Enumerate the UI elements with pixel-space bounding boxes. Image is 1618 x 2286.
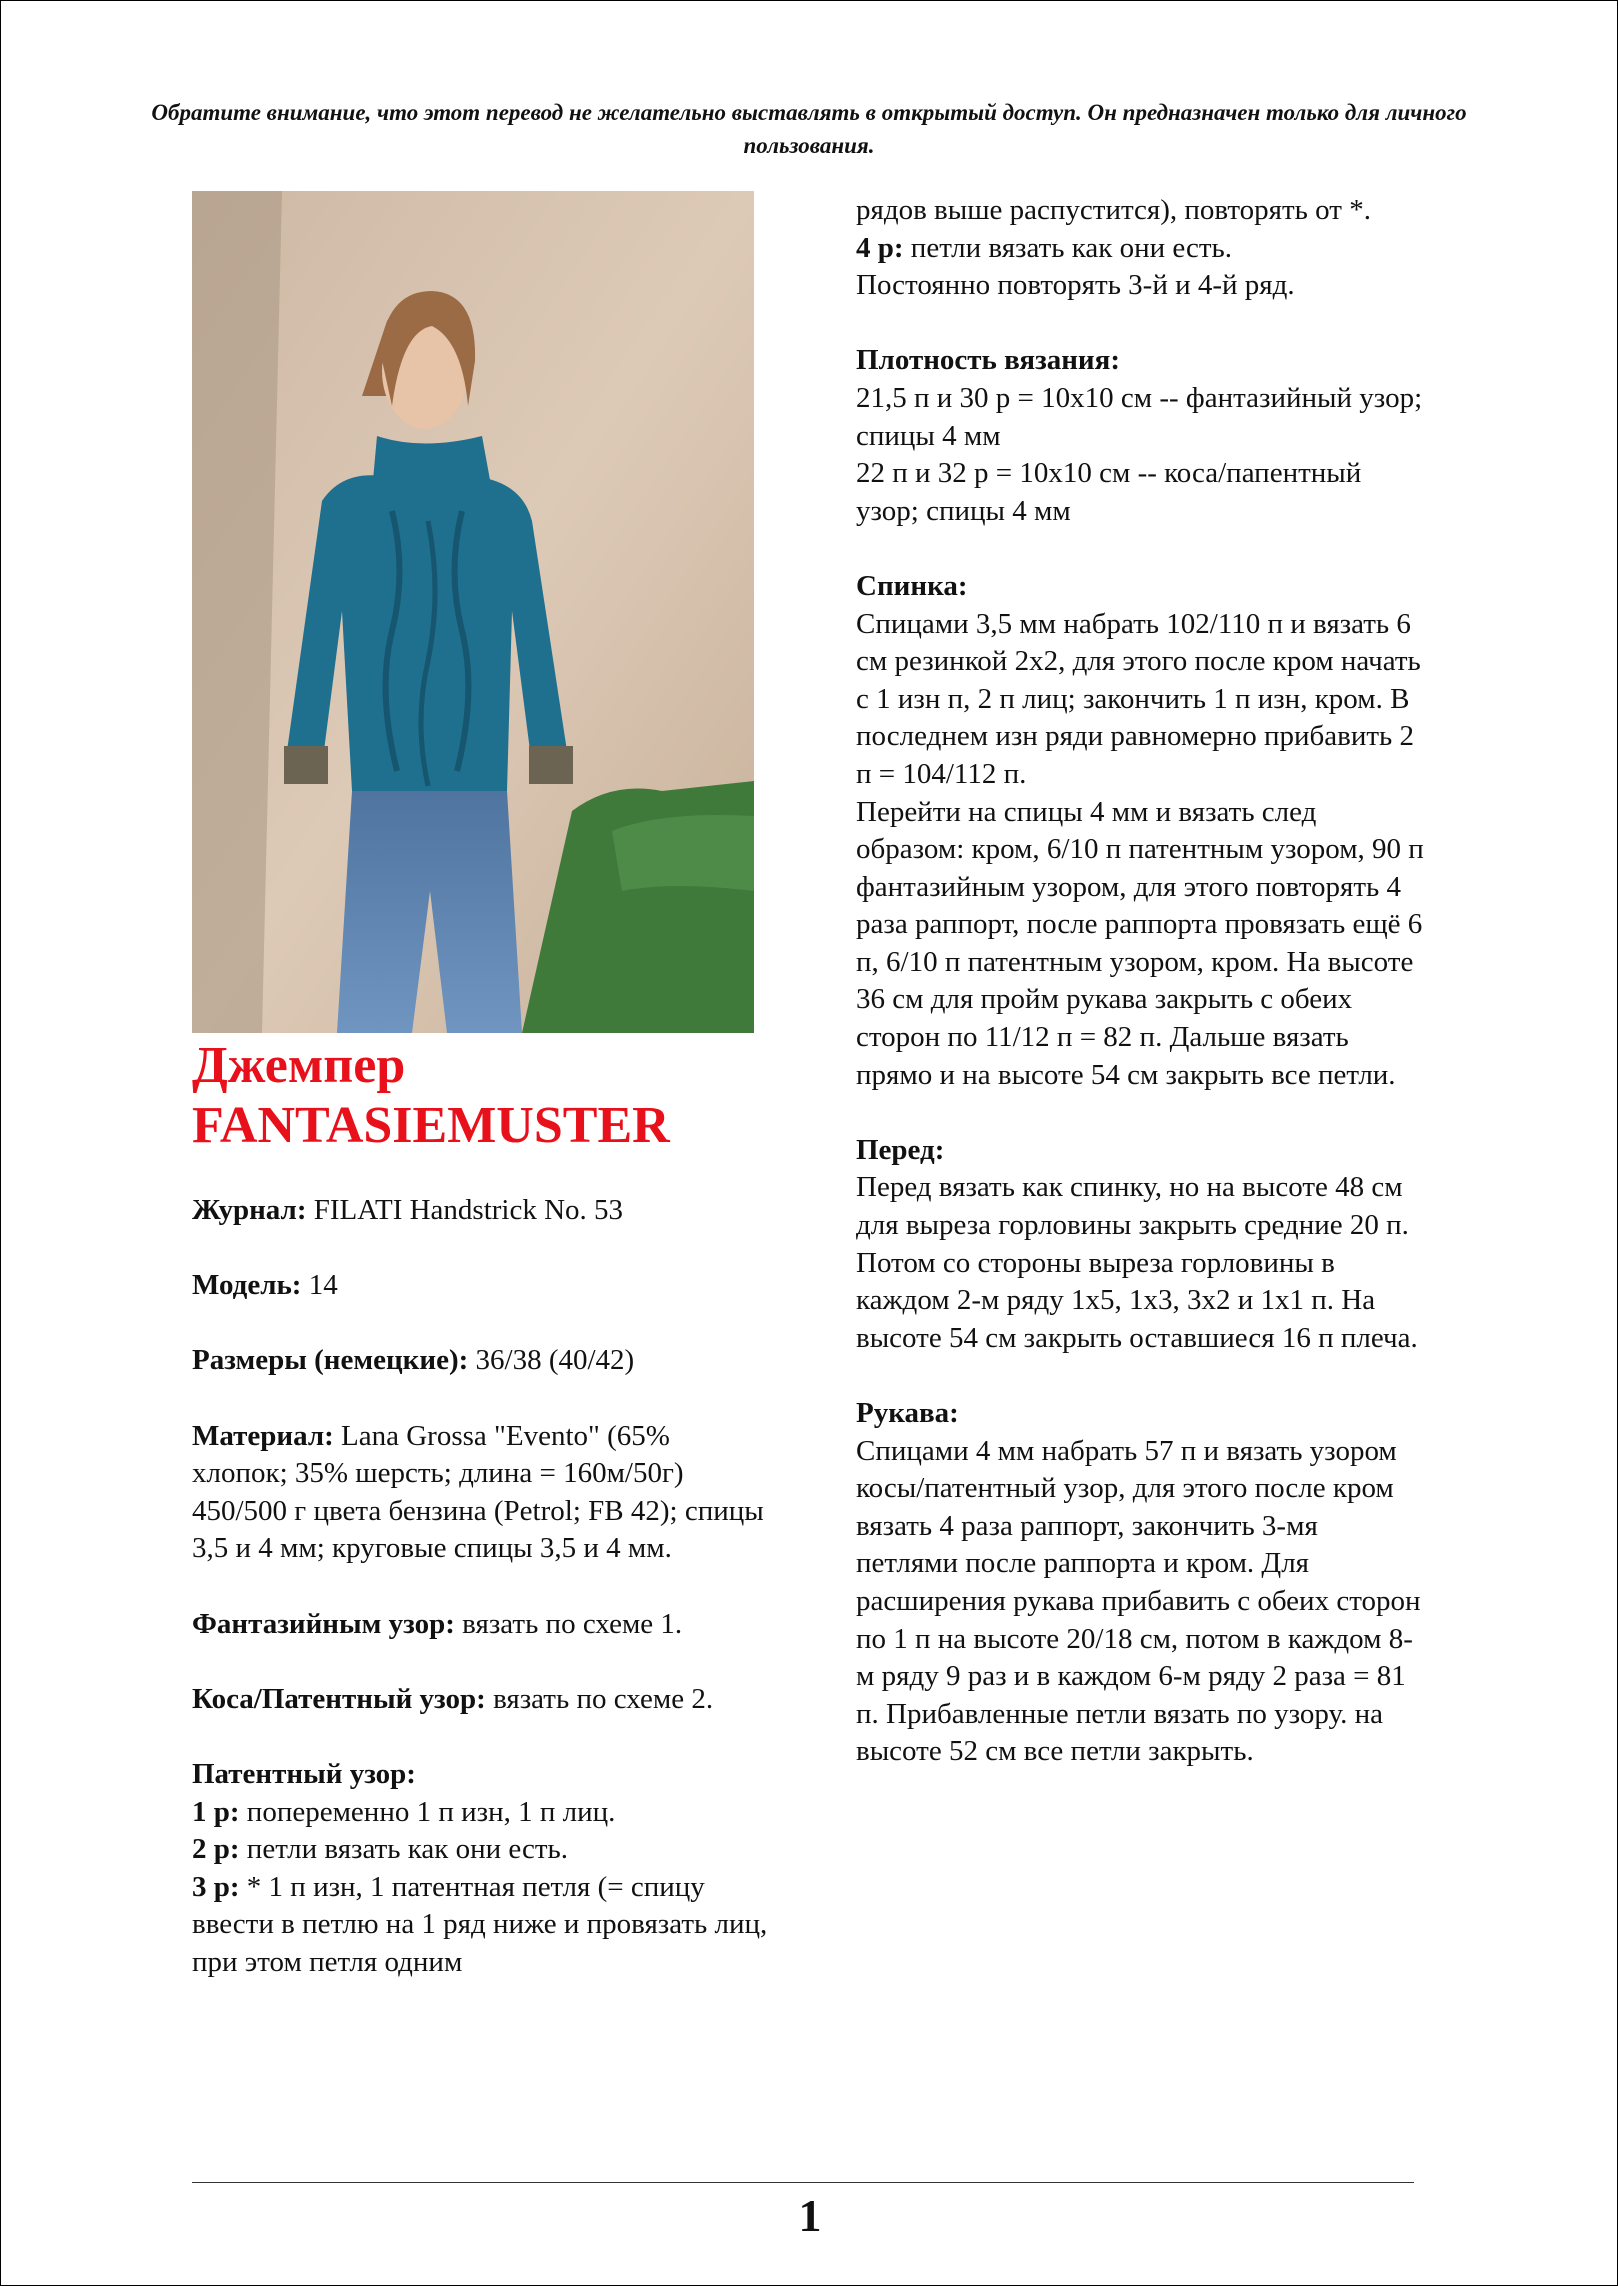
- sizes-line: [192, 1342, 772, 1380]
- row-3-continuation: рядов выше распустится), повторять от *.: [856, 194, 1371, 226]
- front-paragraph: Перед вязать как спинку, но на высоте 48 см для выреза горловины закрыть средние 20 п. Потом со стороны выреза горловины в каждом 2-м ряду 1x5, 1x3, 3x2 и 1x1 п. На высоте 54 см закрыть оставшиеся 16 п плеча.: [856, 1171, 1418, 1354]
- back-paragraph-2: Перейти на спицы 4 мм и вязать след образом: кром, 6/10 п патентным узором, 90 п фантазийным узором, для этого повторять 4 раза раппорт, после раппорта провязать ещё 6 п, 6/10 п патентным узором, кром. На высоте 36 см для пройм рукава закрыть с обеих сторон по 11/12 п = 82 п. Дальше вязать прямо и на высоте 54 см закрыть все петли.: [856, 795, 1424, 1091]
- cable-pattern-label: Коса/Патентный узор:: [192, 1682, 486, 1715]
- sleeve-heading: Рукава:: [856, 1397, 959, 1429]
- journal-label: Журнал:: [192, 1194, 307, 1226]
- back-heading: Спинка:: [856, 569, 968, 602]
- row-3-line: [192, 1869, 772, 1982]
- footer-divider: [192, 2182, 1414, 2183]
- row-1-value: попеременно 1 п изн, 1 п лиц.: [239, 1795, 616, 1828]
- model-value: 14: [301, 1269, 338, 1302]
- journal-line: [192, 1192, 772, 1230]
- fantasy-pattern-label: Фантазийным узор:: [192, 1607, 455, 1640]
- patent-pattern-heading: Патентный узор:: [192, 1757, 416, 1790]
- title-line-2: FANTASIEMUSTER: [192, 1097, 670, 1154]
- pattern-title: [192, 1036, 812, 1156]
- material-value: Lana Grossa "Evento" (65% хлопок; 35% шерсть; длина = 160м/50г) 450/500 г цвета бензина (Petrol; FB 42); спицы 3,5 и 4 мм; круговые спицы 3,5 и 4 мм.: [192, 1419, 764, 1565]
- model-photo: [192, 191, 754, 1033]
- back-paragraph-1: Спицами 3,5 мм набрать 102/110 п и вязать 6 см резинкой 2x2, для этого после кром начать с 1 изн п, 2 п лиц; закончить 1 п изн, кром. В последнем изн ряди равномерно прибавить 2 п = 104/112 п.: [856, 607, 1421, 790]
- fantasy-pattern-value: вязать по схеме 1.: [454, 1607, 683, 1640]
- sizes-value: 36/38 (40/42): [468, 1344, 635, 1377]
- row-2-line: [192, 1831, 772, 1869]
- model-label: Модель:: [192, 1269, 302, 1302]
- row-1-label: 1 р:: [192, 1795, 240, 1828]
- sizes-label: Размеры (немецкие):: [192, 1344, 469, 1377]
- sleeve-paragraph: Спицами 4 мм набрать 57 п и вязать узором косы/патентный узор, для этого после кром вязать 4 раза раппорт, закончить 3-мя петлями после раппорта и кром. Для расширения рукава прибавить с обеих сторон по 1 п на высоте 20/18 см, потом в каждом 8-м ряду 9 раз и в каждом 6-м ряду 2 раза = 81 п. Прибавленные петли вязать по узору. на высоте 52 см все петли закрыть.: [856, 1434, 1421, 1768]
- gauge-line-1: 21,5 п и 30 р = 10x10 см -- фантазийный узор; спицы 4 мм: [856, 381, 1423, 452]
- material-paragraph: [192, 1418, 772, 1568]
- cable-pattern-value: вязать по схеме 2.: [485, 1682, 714, 1715]
- row-1-line: [192, 1794, 772, 1832]
- front-heading: Перед:: [856, 1133, 945, 1166]
- journal-value: FILATI Handstrick No. 53: [306, 1194, 624, 1226]
- privacy-notice: Обратите внимание, что этот перевод не желательно выставлять в открытый доступ. Он предназначен только для личного пользования.: [151, 100, 1467, 158]
- gauge-heading: Плотность вязания:: [856, 344, 1120, 377]
- repeat-line: Постоянно повторять 3-й и 4-й ряд.: [856, 269, 1295, 302]
- material-label: Материал:: [192, 1419, 334, 1452]
- title-line-1: Джемпер: [192, 1037, 406, 1094]
- row-2-label: 2 р:: [192, 1833, 240, 1866]
- row-3-label: 3 р:: [192, 1870, 240, 1903]
- right-column: [856, 192, 1426, 1771]
- row-2-value: петли вязать как они есть.: [239, 1833, 569, 1866]
- gauge-line-2: 22 п и 32 р = 10x10 см -- коса/папентный узор; спицы 4 мм: [856, 457, 1362, 527]
- row-4-label: 4 р:: [856, 231, 904, 264]
- row-4-line: [856, 230, 1426, 268]
- fantasy-pattern-line: [192, 1606, 772, 1644]
- cable-pattern-line: [192, 1681, 772, 1719]
- model-line: [192, 1267, 772, 1305]
- row-4-value: петли вязать как они есть.: [903, 231, 1233, 264]
- page-number: 1: [798, 2190, 822, 2241]
- left-column: [192, 1192, 772, 1981]
- row-3-value: * 1 п изн, 1 патентная петля (= спицу ввести в петлю на 1 ряд ниже и провязать лиц, при этом петля одним: [192, 1870, 768, 1978]
